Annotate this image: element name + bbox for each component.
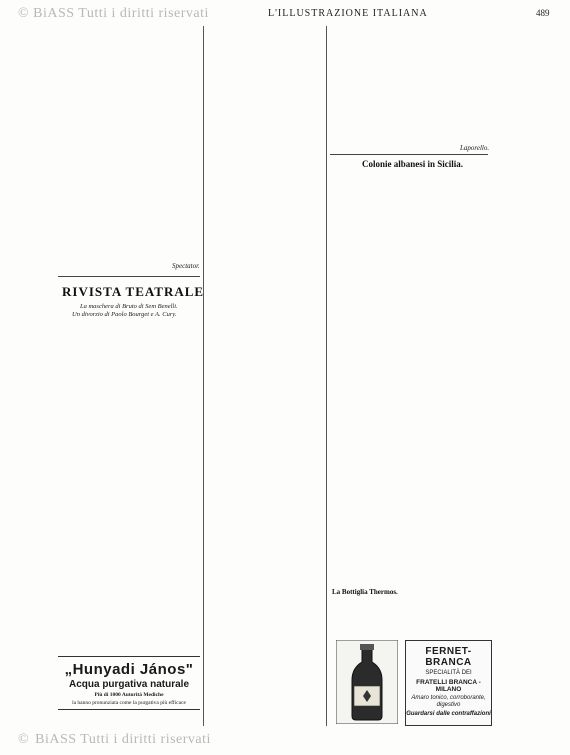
signature-spectator: Spectator. xyxy=(172,262,200,270)
column-divider xyxy=(203,26,204,726)
hunyadi-brand: „Hunyadi János" xyxy=(64,661,194,678)
column-divider xyxy=(326,26,327,726)
colonie-albanesi-body xyxy=(330,172,488,582)
watermark-bottom xyxy=(18,732,211,748)
hunyadi-line-2: la hanno pronunziata come la purgativa più efficace xyxy=(72,700,186,706)
watermark-top: © BiASS Tutti i diritti riservati xyxy=(18,6,209,21)
signature-laporello: Laporello. xyxy=(460,144,490,152)
watermark-bottom-text: BiASS Tutti i diritti riservati xyxy=(35,732,211,747)
hunyadi-janos-advertisement xyxy=(58,656,200,710)
section-rule xyxy=(330,154,488,155)
hunyadi-tagline: Acqua purgativa naturale xyxy=(68,679,190,690)
hunyadi-line-1: Più di 1000 Autorità Mediche xyxy=(94,692,164,698)
section-rule xyxy=(58,276,200,277)
fernet-line-1: SPECIALITÀ DEI xyxy=(425,670,472,676)
bottiglia-thermos-heading: La Bottiglia Thermos. xyxy=(332,588,398,596)
colonie-albanesi-heading: Colonie albanesi in Sicilia. xyxy=(362,159,464,169)
running-header: L'ILLUSTRAZIONE ITALIANA xyxy=(268,8,428,19)
fernet-branca-advertisement xyxy=(405,640,492,726)
rivista-teatrale-body xyxy=(58,322,200,650)
fernet-bottle-illustration xyxy=(336,640,398,724)
fernet-brand: FERNET-BRANCA xyxy=(425,646,472,668)
bottiglia-thermos-body xyxy=(406,588,488,636)
fernet-line-3: Amaro tonico, corroborante, digestivo xyxy=(411,695,486,708)
rivista-subheading-2: Un divorzio di Paolo Bourget e A. Cury. xyxy=(72,311,177,318)
rivista-subheading-1: La maschera di Bruto di Sem Benelli. xyxy=(80,303,178,310)
fernet-line-2: FRATELLI BRANCA - MILANO xyxy=(416,679,481,693)
column-2 xyxy=(208,26,324,731)
copyright-symbol: © xyxy=(18,732,30,747)
page-number: 489 xyxy=(536,8,550,18)
column-2-body xyxy=(208,26,324,731)
column-3-top-text xyxy=(330,26,488,142)
fernet-line-4: Guardarsi dalle contraffazioni xyxy=(406,711,491,717)
rivista-teatrale-heading: RIVISTA TEATRALE xyxy=(62,284,205,299)
